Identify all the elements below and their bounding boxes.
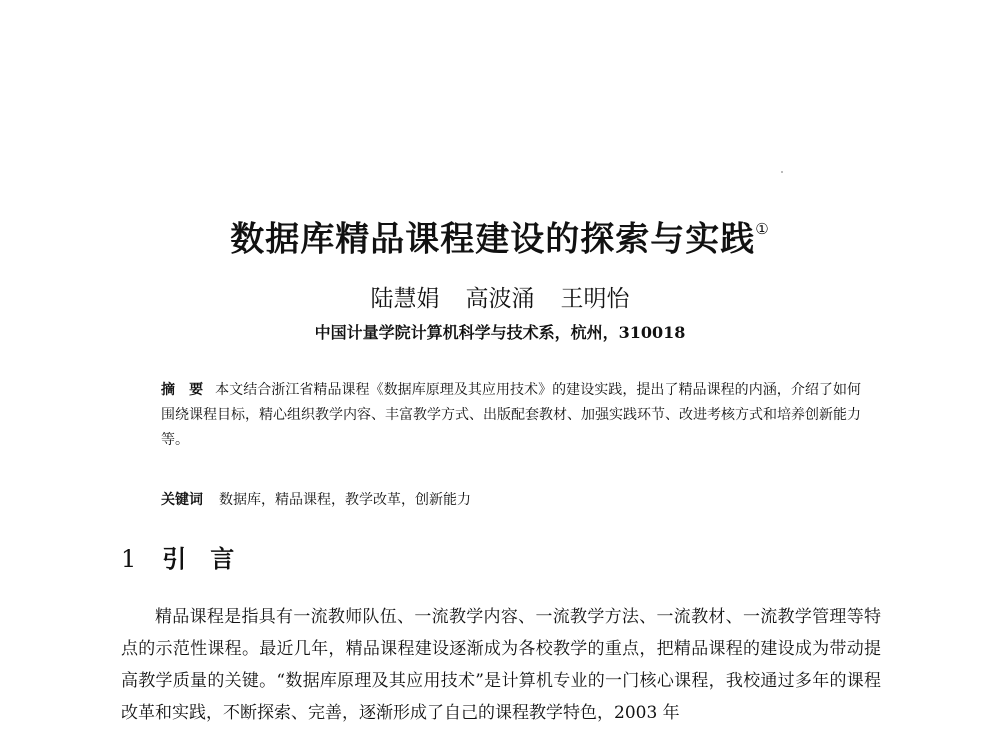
paper-title (0, 207, 1000, 265)
abstract-text: 本文结合浙江省精品课程《数据库原理及其应用技术》的建设实践，提出了精品课程的内涵，介绍了如何围绕课程目标，精心组织教学内容、丰富教学方式、出版配套教材、加强实践环节、改进考核方式和培养创新能力等。 (161, 382, 861, 448)
scan-speck (781, 171, 783, 173)
keywords-label: 关键词 (161, 492, 203, 508)
keywords-text: 数据库，精品课程，教学改革，创新能力 (219, 492, 471, 508)
affiliation: 中国计量学院计算机科学与技术系，杭州，310018 (314, 323, 686, 342)
paper-title-text: 数据库精品课程建设的探索与实践 (230, 219, 756, 260)
footnote-mark: ① (755, 220, 770, 238)
author-name: 高波涌 (465, 286, 535, 312)
section-number: 1 (121, 545, 137, 573)
abstract (161, 378, 861, 453)
author-list (0, 282, 1000, 316)
abstract-label: 摘 要 (161, 382, 204, 398)
body-paragraph: 精品课程是指具有一流教师队伍、一流教学内容、一流教学方法、一流教材、一流教学管理等特点的示范性课程。最近几年，精品课程建设逐渐成为各校教学的重点，把精品课程的建设成为带动提高教学质量的关键。“数据库原理及其应用技术”是计算机专业的一门核心课程，我校通过多年的课程改革和实践，不断探索、完善，逐渐形成了自己的课程教学特色，2003 年 (121, 607, 881, 723)
body-text (121, 601, 881, 729)
keywords (161, 488, 861, 513)
section-heading (121, 539, 234, 579)
author-name: 陆慧娟 (370, 286, 440, 312)
section-title: 引 言 (162, 545, 235, 573)
author-name: 王明怡 (560, 286, 630, 312)
